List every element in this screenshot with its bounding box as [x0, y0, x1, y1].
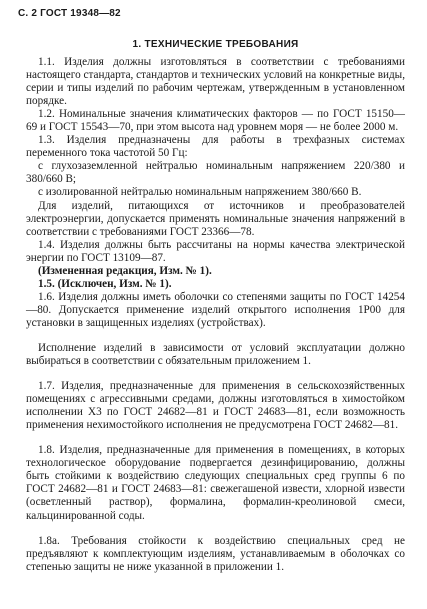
- paragraph: 1.1. Изделия должны изготовляться в соответствии с требованиями настоящего стандарта, стандартов и технических условий на конкретные виды, серии и типы изделий по рабочим чертежам, утвержденным в установленном порядке.: [26, 56, 405, 108]
- paragraph: 1.8. Изделия, предназначенные для применения в помещениях, в которых технологическое оборудование подвергается дезинфицированию, должны быть стойкими к воздействию следующих специальных сред группы 6 по ГОСТ 24682—81 и ГОСТ 24683—81: свежегашеной извести, хлорной извести (осветленный раствор), формалина, формалин-креолиновой смеси, кальцинированной соды.: [26, 444, 405, 522]
- paragraph: с глухозаземленной нейтралью номинальным напряжением 220/380 и 380/660 В;: [26, 160, 405, 186]
- paragraph: 1.3. Изделия предназначены для работы в трехфазных системах переменного тока частотой 50 Гц:: [26, 134, 405, 160]
- paragraph: Для изделий, питающихся от источников и преобразователей электроэнергии, допускается применять номинальные значения напряжений в соответствии с требованиями ГОСТ 23366—78.: [26, 199, 405, 238]
- paragraph-gap: [26, 523, 405, 535]
- paragraph: 1.4. Изделия должны быть рассчитаны на нормы качества электрической энергии по ГОСТ 13109—87.: [26, 238, 405, 264]
- page-header: С. 2 ГОСТ 19348—82: [18, 8, 121, 19]
- paragraph: 1.7. Изделия, предназначенные для применения в сельскохозяйственных помещениях с агрессивными средами, должны изготовляться в химостойком исполнении Х3 по ГОСТ 24682—81 и ГОСТ 24683—81, если возможность применения нехимостойкого исполнения не предусмотрена ГОСТ 24682—81.: [26, 380, 405, 432]
- section-title: 1. ТЕХНИЧЕСКИЕ ТРЕБОВАНИЯ: [132, 39, 299, 50]
- paragraph: 1.2. Номинальные значения климатических факторов — по ГОСТ 15150—69 и ГОСТ 15543—70, при этом высота над уровнем моря — не более 2000 м.: [26, 108, 405, 134]
- paragraph-gap: [26, 368, 405, 380]
- paragraph: Исполнение изделий в зависимости от условий эксплуатации должно выбираться в соответствии с обязательным приложением 1.: [26, 341, 405, 368]
- paragraph: (Измененная редакция, Изм. № 1).: [38, 264, 212, 277]
- paragraph: 1.8а. Требования стойкости к воздействию специальных сред не предъявляют к комплектующим изделиям, устанавливаемым в оболочках со степенью защиты не ниже указанной в приложении 1.: [26, 534, 405, 573]
- paragraph: 1.6. Изделия должны иметь оболочки со степенями защиты по ГОСТ 14254—80. Допускается применение изделий открытого исполнения 1Р00 для установки в защищенных изделиях (устройствах).: [26, 290, 405, 329]
- paragraph-gap: [26, 330, 405, 342]
- document-body: [26, 56, 405, 574]
- paragraph-gap: [26, 432, 405, 444]
- paragraph: 1.5. (Исключен, Изм. № 1).: [38, 277, 172, 290]
- paragraph: с изолированной нейтралью номинальным напряжением 380/660 В.: [38, 186, 362, 199]
